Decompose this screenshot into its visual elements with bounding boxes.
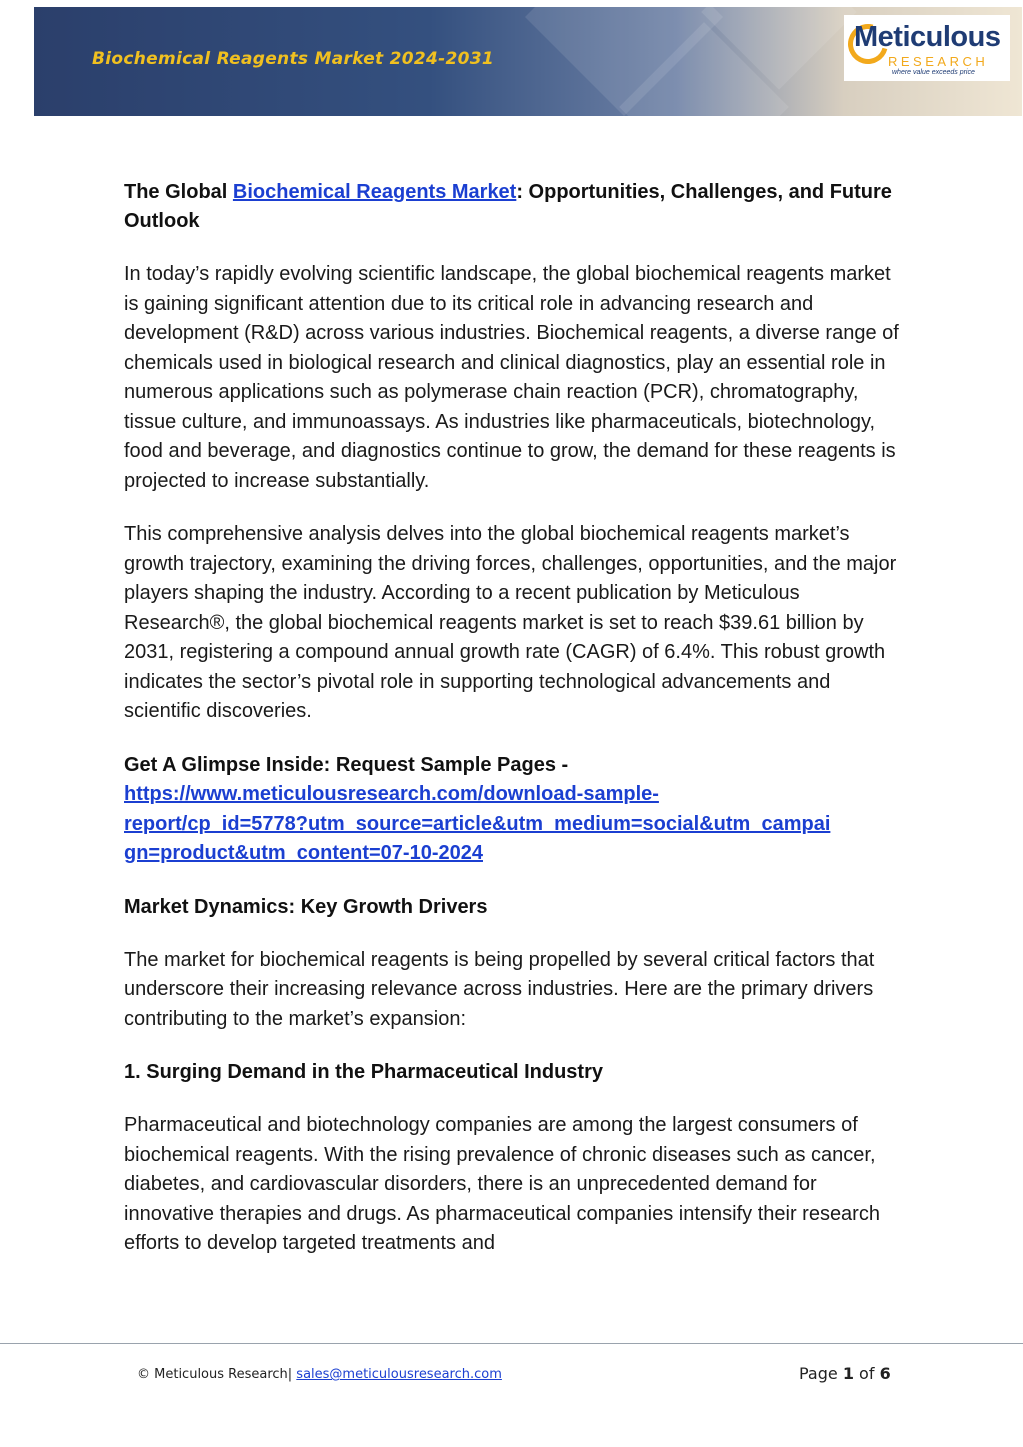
page-word: Page bbox=[799, 1364, 843, 1383]
page-indicator bbox=[799, 1364, 891, 1383]
page-of: of bbox=[853, 1364, 880, 1383]
email-link[interactable]: sales@meticulousresearch.com bbox=[296, 1367, 502, 1382]
heading-suffix: : Opportunities, Challenges, and Future Outlook bbox=[124, 181, 892, 232]
sample-url-line-2: report/cp_id=5778?utm_source=article&utm_medium=social&utm_campai bbox=[124, 812, 831, 835]
page-current: 1 bbox=[842, 1364, 854, 1383]
section-heading-dynamics: Market Dynamics: Key Growth Drivers bbox=[124, 895, 488, 918]
sample-url-line-1: https://www.meticulousresearch.com/download-sample- bbox=[124, 783, 659, 805]
sample-request bbox=[124, 751, 904, 869]
intro-paragraph: In today’s rapidly evolving scientific landscape, the global biochemical reagents market is gaining significant attention due to its critical role in advancing research and development (R&D) across various industries. Biochemical reagents, a diverse range of chemicals used in biological research and clinical diagnostics, play an essential role in numerous applications such as polymerase chain reaction (PCR), chromatography, tissue culture, and immunoassays. As industries like pharmaceuticals, biotechnology, food and beverage, and diagnostics continue to grow, the demand for these reagents is projected to increase substantially. bbox=[124, 263, 899, 492]
sample-url-line-3: gn=product&utm_content=07-10-2024 bbox=[124, 842, 483, 864]
pharma-paragraph: Pharmaceutical and biotechnology companies are among the largest consumers of biochemical reagents. With the rising prevalence of chronic diseases such as cancer, diabetes, and cardiovascular disorders, there is an unprecedented demand for innovative therapies and drugs. As pharmaceutical companies intensify their research efforts to develop targeted treatments and bbox=[124, 1114, 880, 1254]
footer-divider bbox=[0, 1343, 1023, 1344]
market-link[interactable]: Biochemical Reagents Market bbox=[232, 181, 517, 203]
logo-sub: RESEARCH bbox=[888, 54, 989, 69]
meticulous-logo[interactable] bbox=[844, 15, 1010, 81]
heading-prefix: The Global bbox=[124, 181, 233, 203]
article-heading bbox=[124, 178, 904, 236]
analysis-paragraph: This comprehensive analysis delves into the global biochemical reagents market’s growth trajectory, examining the driving forces, challenges, opportunities, and the major players shaping the industry. According to a recent publication by Meticulous Research®, the global biochemical reagents market is set to reach $39.61 billion by 2031, registering a compound annual growth rate (CAGR) of 6.4%. This robust growth indicates the sector’s pivotal role in supporting technological advancements and scientific discoveries. bbox=[124, 523, 897, 722]
footer-copyright bbox=[137, 1367, 502, 1382]
logo-name: Meticulous bbox=[854, 21, 1001, 53]
copyright-text: © Meticulous Research| bbox=[137, 1367, 297, 1382]
page-total: 6 bbox=[879, 1364, 891, 1383]
sample-link[interactable] bbox=[124, 783, 830, 864]
sample-label: Get A Glimpse Inside: Request Sample Pages - bbox=[124, 753, 569, 776]
drivers-paragraph: The market for biochemical reagents is being propelled by several critical factors that underscore their increasing relevance across industries. Here are the primary drivers contributing to the market’s expansion: bbox=[124, 948, 875, 1030]
article-body bbox=[124, 178, 904, 1283]
section-heading-pharma: 1. Surging Demand in the Pharmaceutical Industry bbox=[124, 1061, 603, 1083]
header-banner bbox=[34, 7, 1022, 116]
logo-tagline: where value exceeds price bbox=[892, 69, 975, 76]
header-title: Biochemical Reagents Market 2024-2031 bbox=[92, 49, 495, 69]
